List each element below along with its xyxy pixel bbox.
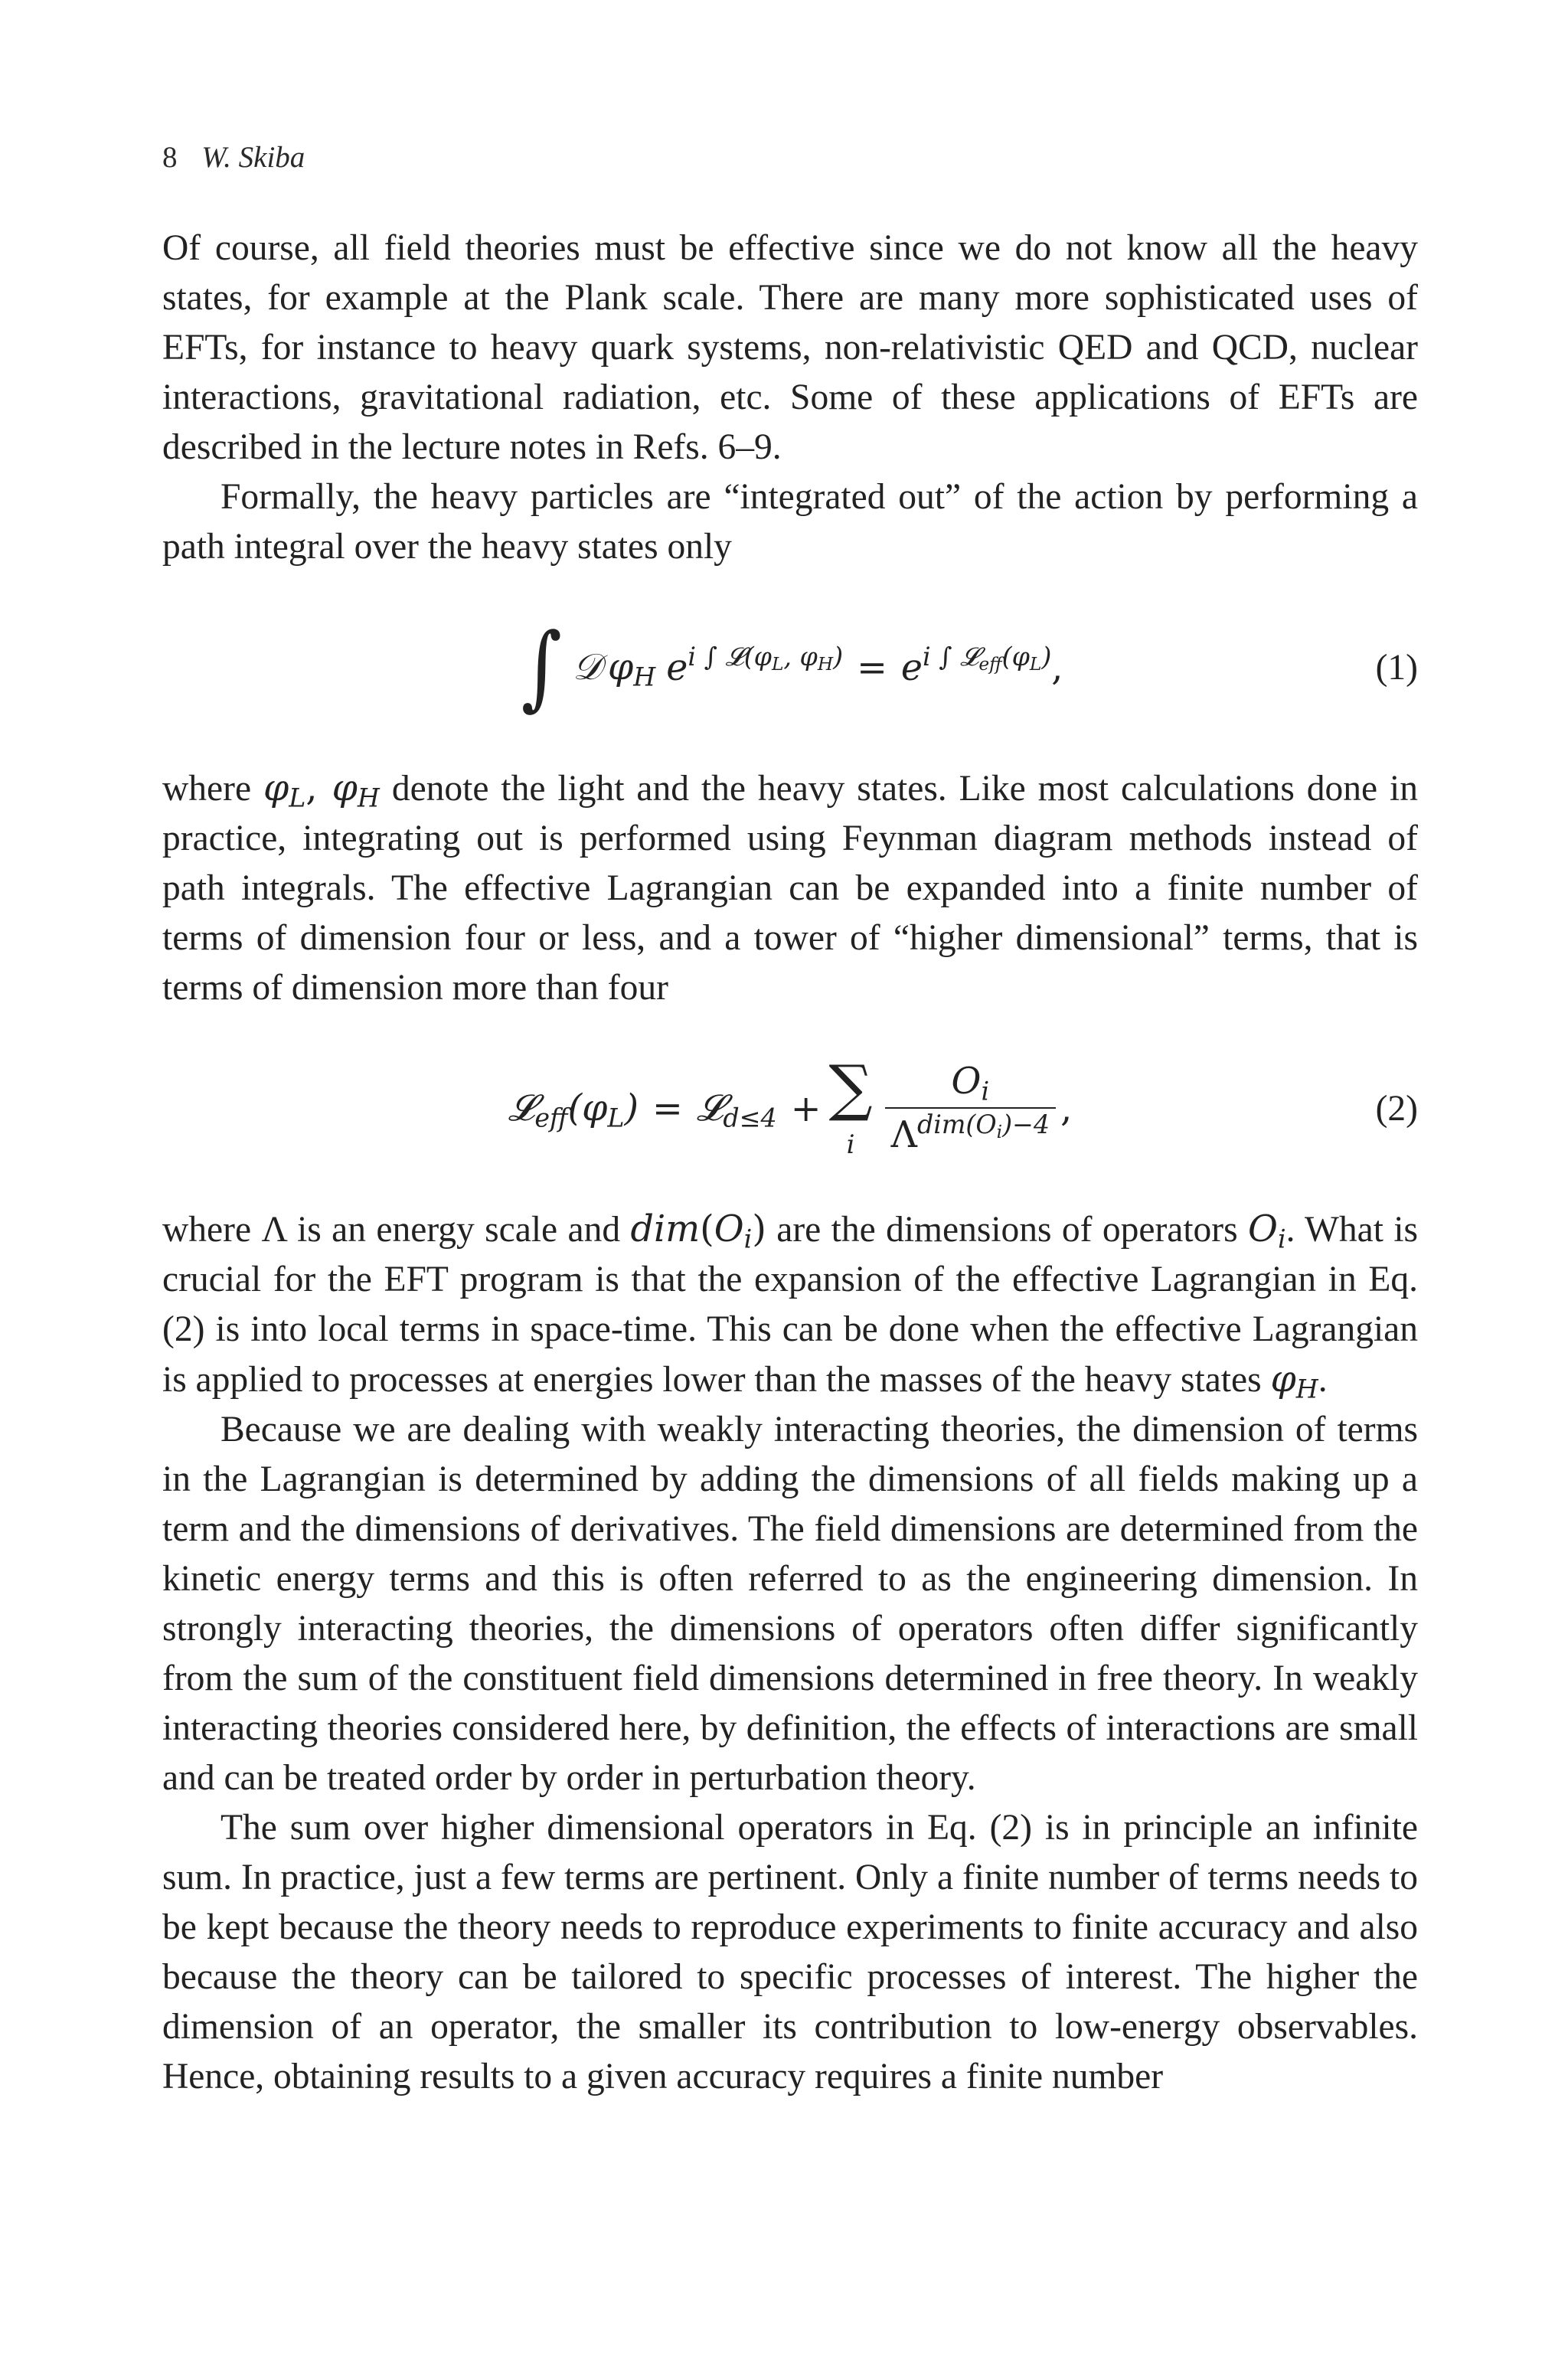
equation-2-body: $𝓛_{eff}(\varphi_L)$ = 𝓛$_{d\le 4}$ + ∑ i $\frac{O_i}{\Lambda^{dim(O_i)-4}}$ ,	[508, 1052, 1073, 1160]
renormalizable-lagrangian: 𝓛$_{d\le 4}$	[696, 1087, 777, 1133]
exponent-left: i ∫ 𝓛(φL, φH)	[688, 642, 844, 675]
equation-number-1: (1)	[1375, 648, 1418, 688]
paragraph-3: where $\varphi_L$, $\varphi_H$ denote the light and the heavy states. Like most calculations done in practice, integrating out is performed using Feynman diagram methods instead of path integrals. The effective Lagrangian can be expanded into a finite number of terms of dimension four or less, and a tower of “higher dimensional” terms, that is terms of dimension more than four	[162, 767, 1418, 1008]
summation	[828, 1052, 873, 1160]
exponential-right: $e^{i \int 𝓛_{eff}(\varphi_L)}$	[900, 642, 1052, 689]
inline-math-phi-H: $\varphi_H$	[1270, 1358, 1318, 1404]
equation-2	[162, 1013, 1418, 1204]
fraction-denominator: $\Lambda^{dim(O_i)-4}$	[890, 1109, 1050, 1156]
equation-1	[162, 572, 1418, 763]
equation-number-2: (2)	[1375, 1089, 1418, 1129]
paragraph-5: Because we are dealing with weakly interacting theories, the dimension of terms in the Lagrangian is determined by adding the dimensions of all fields making up a term and the dimensions of derivatives. The field dimensions are determined from the kinetic energy terms and this is often referred to as the engineering dimension. In strongly interacting theories, the dimensions of operators often differ significantly from the sum of the constituent field dimensions determined in free theory. In weakly interacting theories considered here, by definition, the effects of interactions are small and can be treated order by order in perturbation theory.	[162, 1410, 1418, 1798]
equals-sign: =	[652, 1087, 683, 1130]
effective-lagrangian: $𝓛_{eff}(\varphi_L)$	[508, 1087, 639, 1133]
sigma-sign: ∑	[828, 1052, 873, 1123]
running-head-author: W. Skiba	[201, 141, 305, 174]
inline-math-O-i: $O_i$	[1248, 1208, 1286, 1254]
path-measure: 𝒟 $\varphi_H$	[573, 646, 656, 692]
exponential-left: $e^{i \int 𝓛(\varphi_L, \varphi_H)}$	[666, 642, 844, 689]
paragraph-1: Of course, all field theories must be effective since we do not know all the heavy states, for example at the Plank scale. There are many more sophisticated uses of EFTs, for instance to heavy quark systems, non-relativistic QED and QCD, nuclear interactions, gravitational radiation, etc. Some of these applications of EFTs are described in the lecture notes in Refs. 6–9.	[162, 228, 1418, 467]
integral-sign: ∫	[521, 614, 562, 721]
paragraph-2: Formally, the heavy particles are “integrated out” of the action by performing a path integral over the heavy states only	[162, 477, 1418, 567]
paragraph-6: The sum over higher dimensional operators in Eq. (2) is in principle an infinite sum. In practice, just a few terms are pertinent. Only a finite number of terms needs to be kept because the theory needs to reproduce experiments to finite accuracy and also because the theory can be tailored to specific processes of interest. The higher the dimension of an operator, the smaller its contribution to low-energy observables. Hence, obtaining results to a given accuracy requires a finite number	[162, 1808, 1418, 2096]
operator-fraction	[885, 1060, 1056, 1158]
inline-math-dim-O-i: $dim(O_i)$	[630, 1208, 766, 1254]
inline-math-phi-L-phi-H: $\varphi_L$, $\varphi_H$	[263, 767, 380, 813]
plus-sign: +	[790, 1087, 822, 1130]
fraction-numerator: $O_i$	[951, 1060, 990, 1106]
paragraph-4: where Λ is an energy scale and $dim(O_i)$ are the dimensions of operators $O_i$. What is crucial for the EFT program is that the expansion of the effective Lagrangian in Eq. (2) is into local terms in space-time. This can be done when the effective Lagrangian is applied to processes at energies lower than the masses of the heavy states $\varphi_H$.	[162, 1208, 1419, 1404]
page-number: 8	[162, 141, 178, 174]
sigma-index: i	[846, 1129, 855, 1160]
body-text	[162, 224, 1418, 2102]
running-head	[162, 139, 305, 176]
equals-sign: =	[857, 646, 887, 689]
equation-1-body: ∫ 𝒟 $\varphi_H$ $e^{i \int 𝓛(\varphi_L, \varphi_H)}$ = $e^{i \int 𝓛_{eff}(\varphi_L)}$ ,	[521, 614, 1063, 721]
exponent-right: i ∫ 𝓛eff(φL)	[923, 642, 1052, 675]
